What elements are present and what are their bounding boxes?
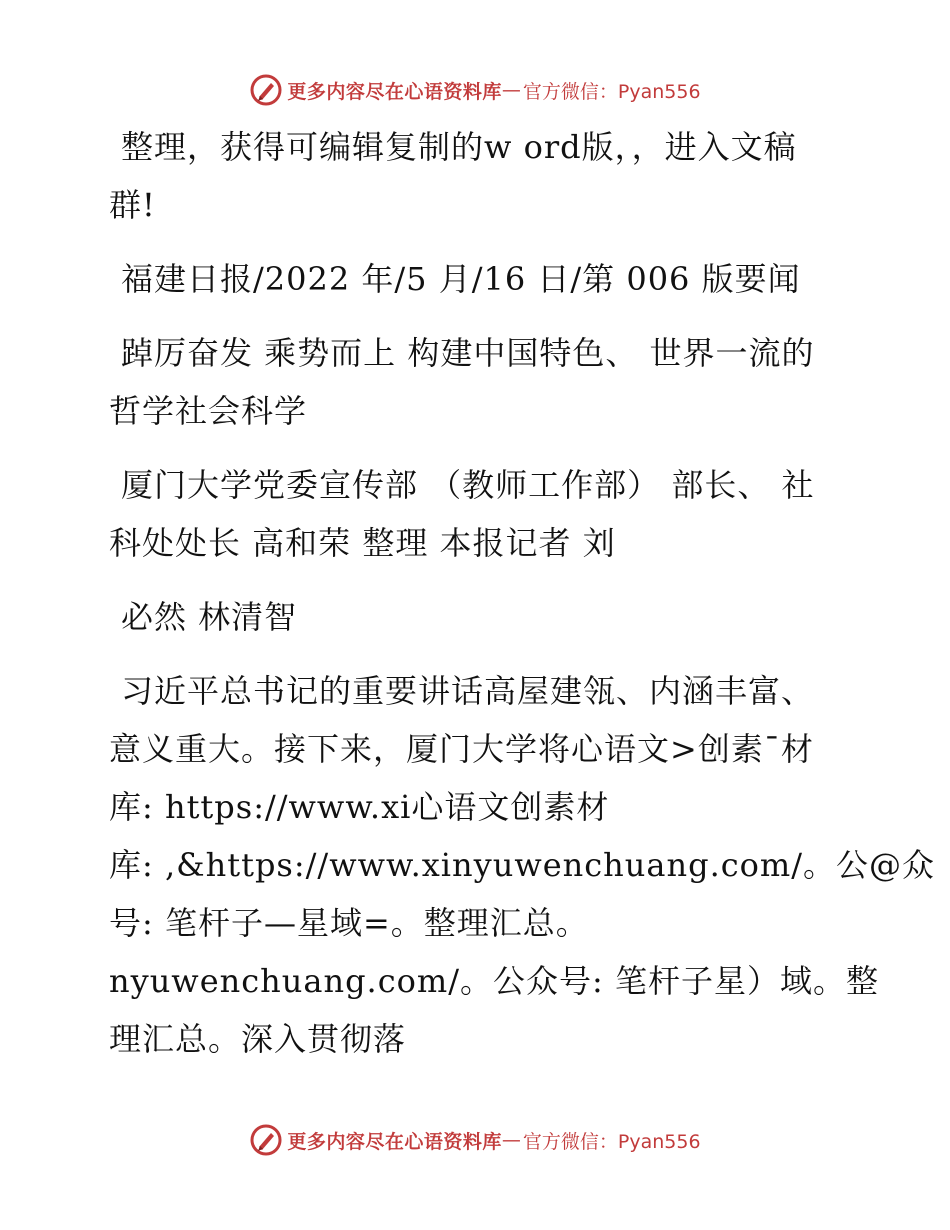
- banner-separator: —: [501, 1129, 521, 1151]
- paragraph-intro: [97, 118, 857, 234]
- text-line: 厦门大学党委宣传部 （教师工作部） 部长、 社: [121, 466, 815, 504]
- text-line: nyuwenchuang.com/。公众号: 笔杆子星）域。整: [109, 962, 879, 1000]
- text-line: 理汇总。深入贯彻落: [109, 1020, 407, 1058]
- document-body: [97, 118, 936, 1068]
- text-line: 踔厉奋发 乘势而上 构建中国特色、 世界一流的: [121, 334, 815, 372]
- paragraph-headline: [97, 324, 857, 440]
- text-line: 必然 林清智: [121, 598, 298, 636]
- text-line: 科处处长 高和荣 整理 本报记者 刘: [109, 524, 616, 562]
- text-line: 整理，获得可编辑复制的w ord版，，进入文稿: [121, 128, 797, 166]
- pen-logo-icon: [249, 1123, 283, 1157]
- banner-contact-text: 官方微信：Pyan556: [522, 1130, 701, 1153]
- paragraph-author: [97, 456, 857, 572]
- banner-separator: —: [501, 79, 521, 101]
- text-line: 习近平总书记的重要讲话高屋建瓴、内涵丰富、: [121, 672, 815, 710]
- paragraph-reporters: [97, 588, 857, 646]
- text-line: 哲学社会科学: [109, 392, 308, 430]
- text-line: 库: ,&https://www.xinyuwenchuang.com/。公@众: [109, 846, 936, 884]
- banner-promo-text: 更多内容尽在心语资料库: [287, 1130, 502, 1153]
- text-line: 福建日报/2022 年/5 月/16 日/第 006 版要闻: [121, 260, 801, 298]
- banner-contact-text: 官方微信：Pyan556: [522, 80, 701, 103]
- text-line: 号: 笔杆子—星域=。整理汇总。: [109, 904, 589, 942]
- text-line: 意义重大。接下来，厦门大学将心语文>创素¯材: [109, 730, 814, 768]
- banner-promo-text: 更多内容尽在心语资料库: [287, 80, 502, 103]
- pen-logo-icon: [249, 73, 283, 107]
- paragraph-source: [97, 250, 857, 308]
- paragraph-body: [97, 662, 936, 1068]
- text-line: 群!: [109, 186, 156, 224]
- text-line: 库: https://www.xi心语文创素材: [109, 788, 610, 826]
- header-banner: [0, 70, 950, 110]
- footer-banner: [0, 1120, 950, 1160]
